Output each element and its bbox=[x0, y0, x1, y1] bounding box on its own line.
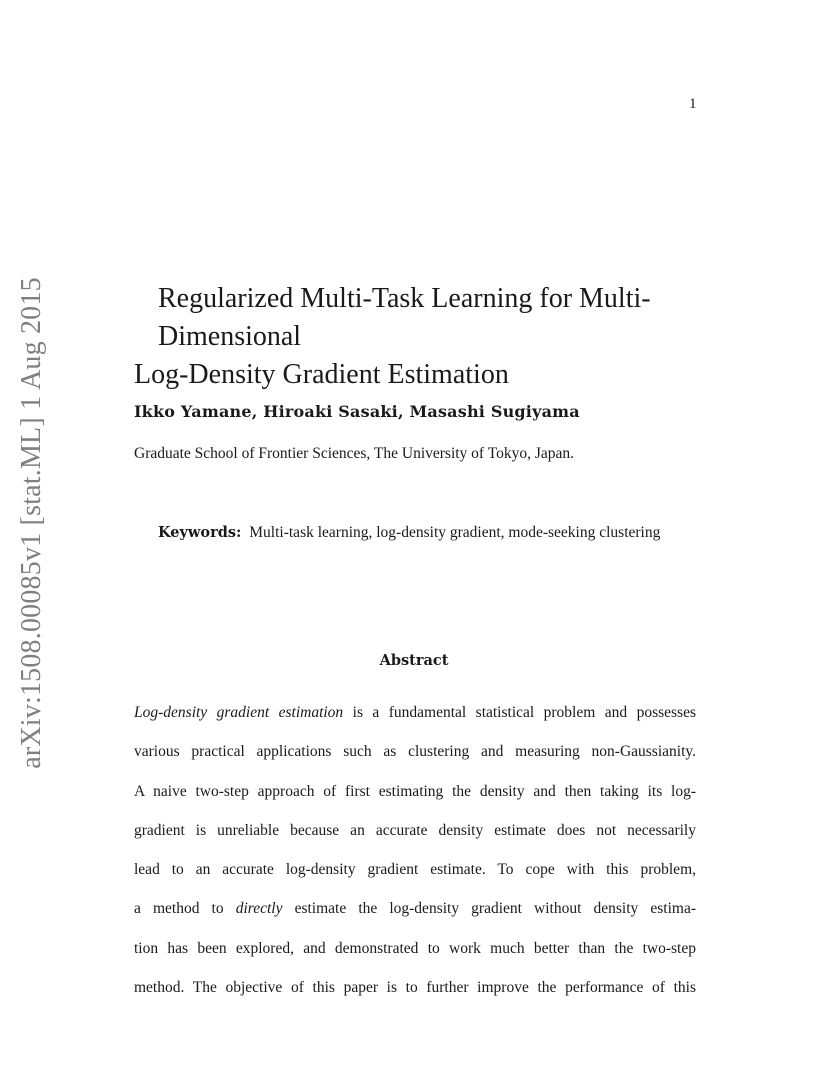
abstract-line: method. The objective of this paper is to further improve the performance of this bbox=[134, 979, 696, 997]
paper-title-line-1: Regularized Multi-Task Learning for Multi-Dimensional bbox=[158, 283, 651, 352]
page-number: 1 bbox=[689, 96, 697, 112]
keywords-text: Multi-task learning, log-density gradient, mode-seeking clustering bbox=[249, 524, 661, 541]
abstract-line-text: a method to bbox=[134, 900, 236, 918]
abstract-line: A naive two-step approach of first estimating the density and then taking its log- bbox=[134, 782, 696, 800]
abstract-line: gradient is unreliable because an accurate density estimate does not necessarily bbox=[134, 821, 696, 839]
abstract-line: lead to an accurate log-density gradient estimate. To cope with this problem, bbox=[134, 861, 696, 879]
keywords bbox=[158, 524, 660, 542]
abstract-italic-term: directly bbox=[235, 900, 283, 918]
abstract-italic-term: Log-density gradient estimation bbox=[134, 704, 344, 721]
abstract-line-text: estimate the log-density gradient without density estima- bbox=[282, 900, 696, 918]
abstract-line-text: is a fundamental statistical problem and possesses bbox=[343, 704, 696, 721]
arxiv-identifier-stamp: arXiv:1508.00085v1 [stat.ML] 1 Aug 2015 bbox=[16, 277, 47, 769]
abstract-line bbox=[134, 898, 696, 937]
abstract-body bbox=[134, 702, 696, 1016]
abstract-line: various practical applications such as clustering and measuring non-Gaussianity. bbox=[134, 743, 696, 761]
paper-title-line-2: Log-Density Gradient Estimation bbox=[134, 359, 509, 390]
affiliation: Graduate School of Frontier Sciences, The University of Tokyo, Japan. bbox=[134, 445, 574, 462]
abstract-line bbox=[134, 702, 696, 741]
paper-title bbox=[134, 280, 784, 394]
abstract-heading: Abstract bbox=[379, 652, 449, 669]
keywords-label: Keywords: bbox=[158, 524, 242, 541]
author-list: Ikko Yamane, Hiroaki Sasaki, Masashi Sugiyama bbox=[134, 402, 580, 421]
abstract-line: tion has been explored, and demonstrated to work much better than the two-step bbox=[134, 939, 696, 957]
